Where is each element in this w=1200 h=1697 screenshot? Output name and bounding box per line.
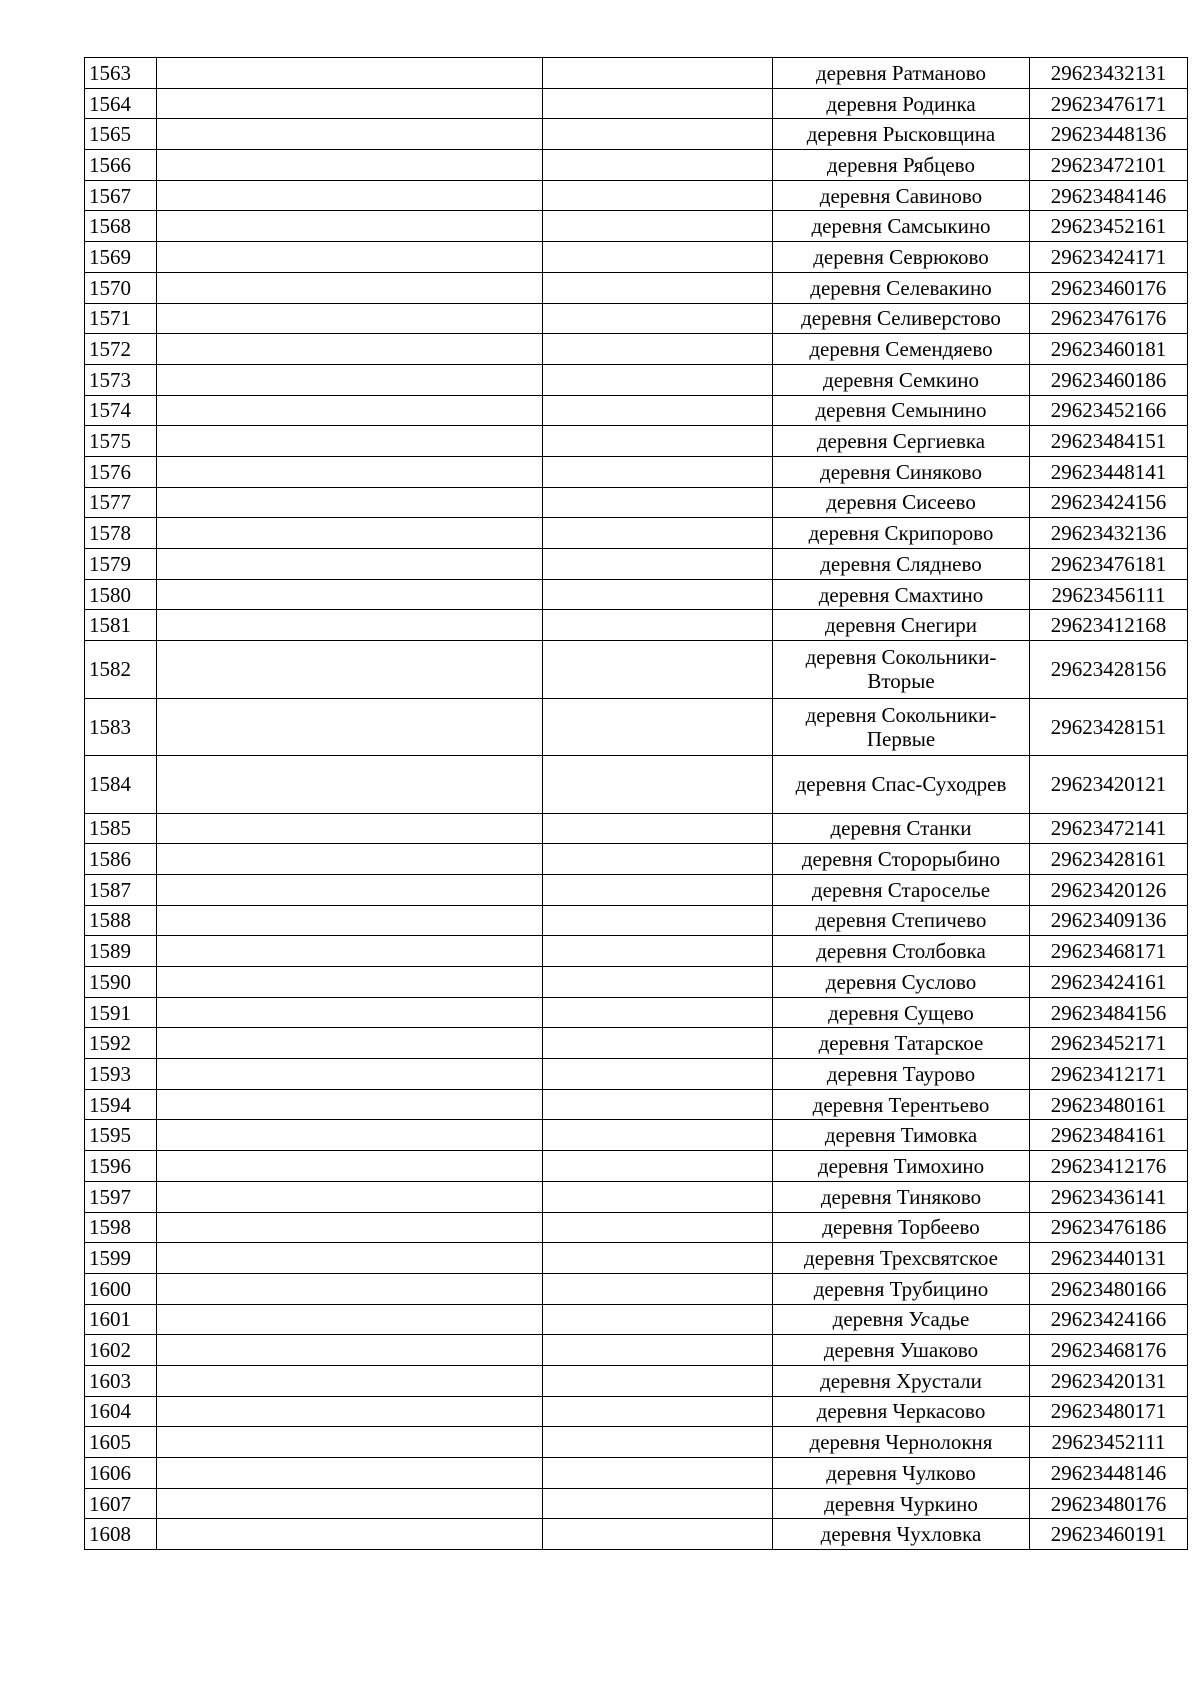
oktmo-code-cell: 29623452166 [1030, 395, 1188, 426]
table-row [85, 1396, 1188, 1427]
row-number-cell: 1575 [85, 426, 157, 457]
settlement-name-cell: деревня Скрипорово [773, 518, 1030, 549]
oktmo-code-cell: 29623428151 [1030, 698, 1188, 756]
empty-cell [157, 364, 543, 395]
empty-cell [543, 1304, 773, 1335]
empty-cell [157, 1273, 543, 1304]
row-number-cell: 1567 [85, 180, 157, 211]
row-number-cell: 1566 [85, 150, 157, 181]
oktmo-code-cell: 29623484146 [1030, 180, 1188, 211]
settlement-name-cell: деревня Татарское [773, 1028, 1030, 1059]
empty-cell [157, 1028, 543, 1059]
empty-cell [157, 905, 543, 936]
empty-cell [157, 1243, 543, 1274]
table-row [85, 936, 1188, 967]
row-number-cell: 1598 [85, 1212, 157, 1243]
row-number-cell: 1599 [85, 1243, 157, 1274]
oktmo-code-cell: 29623480176 [1030, 1488, 1188, 1519]
empty-cell [157, 874, 543, 905]
settlement-name-cell: деревня Усадье [773, 1304, 1030, 1335]
row-number-cell: 1584 [85, 756, 157, 814]
empty-cell [543, 395, 773, 426]
table-row [85, 242, 1188, 273]
row-number-cell: 1597 [85, 1181, 157, 1212]
empty-cell [543, 579, 773, 610]
table-row [85, 1151, 1188, 1182]
oktmo-code-cell: 29623476171 [1030, 88, 1188, 119]
oktmo-code-cell: 29623448146 [1030, 1458, 1188, 1489]
empty-cell [543, 88, 773, 119]
empty-cell [157, 242, 543, 273]
oktmo-code-cell: 29623424171 [1030, 242, 1188, 273]
empty-cell [543, 456, 773, 487]
table-row [85, 456, 1188, 487]
empty-cell [543, 1212, 773, 1243]
oktmo-code-cell: 29623412176 [1030, 1151, 1188, 1182]
empty-cell [543, 1059, 773, 1090]
row-number-cell: 1570 [85, 272, 157, 303]
empty-cell [157, 844, 543, 875]
settlement-name-cell: деревня Сокольники-Первые [773, 698, 1030, 756]
oktmo-code-cell: 29623480171 [1030, 1396, 1188, 1427]
empty-cell [157, 456, 543, 487]
empty-cell [543, 549, 773, 580]
oktmo-code-cell: 29623428161 [1030, 844, 1188, 875]
settlement-name-cell: деревня Хрустали [773, 1365, 1030, 1396]
settlement-name-cell: деревня Сокольники-Вторые [773, 641, 1030, 699]
table-row [85, 334, 1188, 365]
oktmo-code-cell: 29623420126 [1030, 874, 1188, 905]
row-number-cell: 1571 [85, 303, 157, 334]
oktmo-code-cell: 29623424156 [1030, 487, 1188, 518]
oktmo-code-cell: 29623428156 [1030, 641, 1188, 699]
row-number-cell: 1579 [85, 549, 157, 580]
row-number-cell: 1590 [85, 967, 157, 998]
empty-cell [157, 1396, 543, 1427]
empty-cell [543, 997, 773, 1028]
empty-cell [157, 1458, 543, 1489]
settlement-name-cell: деревня Сергиевка [773, 426, 1030, 457]
settlement-name-cell: деревня Синяково [773, 456, 1030, 487]
oktmo-code-cell: 29623476186 [1030, 1212, 1188, 1243]
oktmo-code-cell: 29623420131 [1030, 1365, 1188, 1396]
empty-cell [543, 756, 773, 814]
empty-cell [157, 180, 543, 211]
empty-cell [543, 905, 773, 936]
table-row [85, 844, 1188, 875]
table-row [85, 1273, 1188, 1304]
oktmo-code-cell: 29623424161 [1030, 967, 1188, 998]
empty-cell [157, 487, 543, 518]
empty-cell [157, 272, 543, 303]
oktmo-code-cell: 29623460176 [1030, 272, 1188, 303]
oktmo-code-cell: 29623448136 [1030, 119, 1188, 150]
oktmo-code-cell: 29623484161 [1030, 1120, 1188, 1151]
row-number-cell: 1587 [85, 874, 157, 905]
table-row [85, 180, 1188, 211]
oktmo-code-cell: 29623432131 [1030, 58, 1188, 89]
empty-cell [157, 756, 543, 814]
row-number-cell: 1577 [85, 487, 157, 518]
row-number-cell: 1604 [85, 1396, 157, 1427]
settlement-name-cell: деревня Таурово [773, 1059, 1030, 1090]
oktmo-code-cell: 29623409136 [1030, 905, 1188, 936]
empty-cell [157, 119, 543, 150]
empty-cell [543, 936, 773, 967]
table-row [85, 1458, 1188, 1489]
empty-cell [157, 698, 543, 756]
oktmo-code-cell: 29623468176 [1030, 1335, 1188, 1366]
oktmo-code-cell: 29623432136 [1030, 518, 1188, 549]
oktmo-code-cell: 29623484156 [1030, 997, 1188, 1028]
settlement-name-cell: деревня Ушаково [773, 1335, 1030, 1366]
table-row [85, 58, 1188, 89]
row-number-cell: 1569 [85, 242, 157, 273]
oktmo-code-cell: 29623420121 [1030, 756, 1188, 814]
oktmo-code-cell: 29623456111 [1030, 579, 1188, 610]
row-number-cell: 1563 [85, 58, 157, 89]
empty-cell [157, 1427, 543, 1458]
empty-cell [543, 1427, 773, 1458]
settlement-name-cell: деревня Степичево [773, 905, 1030, 936]
settlement-name-cell: деревня Савиново [773, 180, 1030, 211]
table-row [85, 272, 1188, 303]
settlement-name-cell: деревня Ратманово [773, 58, 1030, 89]
row-number-cell: 1573 [85, 364, 157, 395]
empty-cell [157, 967, 543, 998]
oktmo-code-cell: 29623460181 [1030, 334, 1188, 365]
empty-cell [543, 334, 773, 365]
row-number-cell: 1605 [85, 1427, 157, 1458]
empty-cell [157, 579, 543, 610]
empty-cell [157, 518, 543, 549]
oktmo-code-cell: 29623480161 [1030, 1089, 1188, 1120]
table-row [85, 813, 1188, 844]
empty-cell [157, 88, 543, 119]
empty-cell [157, 813, 543, 844]
settlement-name-cell: деревня Чулково [773, 1458, 1030, 1489]
table-row [85, 641, 1188, 699]
oktmo-code-cell: 29623424166 [1030, 1304, 1188, 1335]
empty-cell [543, 272, 773, 303]
settlement-name-cell: деревня Рысковщина [773, 119, 1030, 150]
settlement-name-cell: деревня Тимохино [773, 1151, 1030, 1182]
empty-cell [543, 967, 773, 998]
empty-cell [543, 1120, 773, 1151]
empty-cell [157, 641, 543, 699]
empty-cell [543, 1335, 773, 1366]
empty-cell [543, 1273, 773, 1304]
empty-cell [543, 180, 773, 211]
table-row [85, 967, 1188, 998]
settlement-name-cell: деревня Сторорыбино [773, 844, 1030, 875]
table-row [85, 905, 1188, 936]
row-number-cell: 1568 [85, 211, 157, 242]
empty-cell [157, 1519, 543, 1550]
settlement-name-cell: деревня Трехсвятское [773, 1243, 1030, 1274]
table-row [85, 395, 1188, 426]
oktmo-code-cell: 29623468171 [1030, 936, 1188, 967]
settlement-name-cell: деревня Станки [773, 813, 1030, 844]
empty-cell [543, 119, 773, 150]
table-row [85, 1181, 1188, 1212]
oktmo-code-cell: 29623484151 [1030, 426, 1188, 457]
row-number-cell: 1591 [85, 997, 157, 1028]
empty-cell [543, 1519, 773, 1550]
settlement-name-cell: деревня Сущево [773, 997, 1030, 1028]
table-row [85, 997, 1188, 1028]
empty-cell [543, 518, 773, 549]
empty-cell [157, 1365, 543, 1396]
settlement-name-cell: деревня Снегири [773, 610, 1030, 641]
settlement-name-cell: деревня Суслово [773, 967, 1030, 998]
table-row [85, 487, 1188, 518]
empty-cell [157, 1212, 543, 1243]
empty-cell [157, 549, 543, 580]
empty-cell [157, 610, 543, 641]
empty-cell [157, 395, 543, 426]
row-number-cell: 1574 [85, 395, 157, 426]
empty-cell [157, 334, 543, 365]
empty-cell [543, 211, 773, 242]
empty-cell [543, 303, 773, 334]
table-row [85, 1519, 1188, 1550]
table-row [85, 426, 1188, 457]
empty-cell [157, 1120, 543, 1151]
oktmo-code-cell: 29623476181 [1030, 549, 1188, 580]
settlement-name-cell: деревня Сисеево [773, 487, 1030, 518]
empty-cell [543, 242, 773, 273]
table-row [85, 1243, 1188, 1274]
settlement-name-cell: деревня Семкино [773, 364, 1030, 395]
row-number-cell: 1595 [85, 1120, 157, 1151]
row-number-cell: 1578 [85, 518, 157, 549]
empty-cell [157, 936, 543, 967]
oktmo-code-cell: 29623452111 [1030, 1427, 1188, 1458]
settlement-name-cell: деревня Столбовка [773, 936, 1030, 967]
table-row [85, 874, 1188, 905]
settlements-table-body [85, 58, 1188, 1550]
table-row [85, 1059, 1188, 1090]
row-number-cell: 1596 [85, 1151, 157, 1182]
settlement-name-cell: деревня Рябцево [773, 150, 1030, 181]
settlement-name-cell: деревня Севрюково [773, 242, 1030, 273]
settlement-name-cell: деревня Селиверстово [773, 303, 1030, 334]
table-row [85, 549, 1188, 580]
settlement-name-cell: деревня Самсыкино [773, 211, 1030, 242]
row-number-cell: 1603 [85, 1365, 157, 1396]
empty-cell [157, 997, 543, 1028]
empty-cell [543, 641, 773, 699]
row-number-cell: 1589 [85, 936, 157, 967]
row-number-cell: 1608 [85, 1519, 157, 1550]
oktmo-code-cell: 29623460186 [1030, 364, 1188, 395]
table-row [85, 1120, 1188, 1151]
empty-cell [543, 487, 773, 518]
empty-cell [157, 1089, 543, 1120]
empty-cell [157, 1488, 543, 1519]
empty-cell [543, 426, 773, 457]
empty-cell [543, 364, 773, 395]
oktmo-code-cell: 29623452171 [1030, 1028, 1188, 1059]
empty-cell [543, 1089, 773, 1120]
oktmo-code-cell: 29623472141 [1030, 813, 1188, 844]
empty-cell [543, 58, 773, 89]
empty-cell [543, 1458, 773, 1489]
settlement-name-cell: деревня Родинка [773, 88, 1030, 119]
settlement-name-cell: деревня Торбеево [773, 1212, 1030, 1243]
empty-cell [157, 1304, 543, 1335]
empty-cell [543, 1243, 773, 1274]
row-number-cell: 1586 [85, 844, 157, 875]
settlement-name-cell: деревня Трубицино [773, 1273, 1030, 1304]
row-number-cell: 1581 [85, 610, 157, 641]
empty-cell [543, 1396, 773, 1427]
row-number-cell: 1606 [85, 1458, 157, 1489]
table-row [85, 698, 1188, 756]
oktmo-code-cell: 29623448141 [1030, 456, 1188, 487]
oktmo-code-cell: 29623480166 [1030, 1273, 1188, 1304]
table-row [85, 364, 1188, 395]
table-row [85, 211, 1188, 242]
empty-cell [543, 1028, 773, 1059]
table-row [85, 610, 1188, 641]
oktmo-code-cell: 29623476176 [1030, 303, 1188, 334]
oktmo-code-cell: 29623460191 [1030, 1519, 1188, 1550]
row-number-cell: 1602 [85, 1335, 157, 1366]
settlement-name-cell: деревня Староселье [773, 874, 1030, 905]
oktmo-code-cell: 29623412171 [1030, 1059, 1188, 1090]
empty-cell [543, 150, 773, 181]
settlement-name-cell: деревня Смахтино [773, 579, 1030, 610]
table-row [85, 1488, 1188, 1519]
table-row [85, 1427, 1188, 1458]
table-row [85, 1089, 1188, 1120]
row-number-cell: 1588 [85, 905, 157, 936]
row-number-cell: 1585 [85, 813, 157, 844]
empty-cell [157, 303, 543, 334]
row-number-cell: 1564 [85, 88, 157, 119]
row-number-cell: 1593 [85, 1059, 157, 1090]
settlement-name-cell: деревня Тиняково [773, 1181, 1030, 1212]
empty-cell [157, 1059, 543, 1090]
row-number-cell: 1594 [85, 1089, 157, 1120]
empty-cell [543, 698, 773, 756]
table-row [85, 150, 1188, 181]
row-number-cell: 1592 [85, 1028, 157, 1059]
table-row [85, 1212, 1188, 1243]
settlement-name-cell: деревня Семынино [773, 395, 1030, 426]
empty-cell [543, 1151, 773, 1182]
oktmo-code-cell: 29623440131 [1030, 1243, 1188, 1274]
empty-cell [543, 1365, 773, 1396]
empty-cell [157, 1151, 543, 1182]
row-number-cell: 1582 [85, 641, 157, 699]
table-row [85, 756, 1188, 814]
oktmo-code-cell: 29623436141 [1030, 1181, 1188, 1212]
table-row [85, 1028, 1188, 1059]
table-row [85, 1304, 1188, 1335]
oktmo-code-cell: 29623452161 [1030, 211, 1188, 242]
table-row [85, 579, 1188, 610]
settlement-name-cell: деревня Чуркино [773, 1488, 1030, 1519]
settlement-name-cell: деревня Терентьево [773, 1089, 1030, 1120]
empty-cell [157, 426, 543, 457]
settlement-name-cell: деревня Тимовка [773, 1120, 1030, 1151]
empty-cell [157, 211, 543, 242]
empty-cell [157, 150, 543, 181]
row-number-cell: 1601 [85, 1304, 157, 1335]
table-row [85, 518, 1188, 549]
oktmo-code-cell: 29623472101 [1030, 150, 1188, 181]
row-number-cell: 1607 [85, 1488, 157, 1519]
table-row [85, 303, 1188, 334]
row-number-cell: 1583 [85, 698, 157, 756]
table-row [85, 119, 1188, 150]
settlement-name-cell: деревня Семендяево [773, 334, 1030, 365]
table-row [85, 1365, 1188, 1396]
settlement-name-cell: деревня Селевакино [773, 272, 1030, 303]
empty-cell [543, 813, 773, 844]
empty-cell [543, 1488, 773, 1519]
settlement-name-cell: деревня Сляднево [773, 549, 1030, 580]
oktmo-code-cell: 29623412168 [1030, 610, 1188, 641]
settlement-name-cell: деревня Чернолокня [773, 1427, 1030, 1458]
table-row [85, 88, 1188, 119]
settlement-name-cell: деревня Чухловка [773, 1519, 1030, 1550]
row-number-cell: 1580 [85, 579, 157, 610]
empty-cell [543, 610, 773, 641]
empty-cell [157, 1335, 543, 1366]
empty-cell [543, 844, 773, 875]
settlement-name-cell: деревня Спас-Суходрев [773, 756, 1030, 814]
settlements-table [84, 57, 1188, 1550]
settlement-name-cell: деревня Черкасово [773, 1396, 1030, 1427]
empty-cell [157, 58, 543, 89]
row-number-cell: 1572 [85, 334, 157, 365]
empty-cell [543, 874, 773, 905]
table-row [85, 1335, 1188, 1366]
row-number-cell: 1576 [85, 456, 157, 487]
row-number-cell: 1600 [85, 1273, 157, 1304]
empty-cell [157, 1181, 543, 1212]
empty-cell [543, 1181, 773, 1212]
row-number-cell: 1565 [85, 119, 157, 150]
